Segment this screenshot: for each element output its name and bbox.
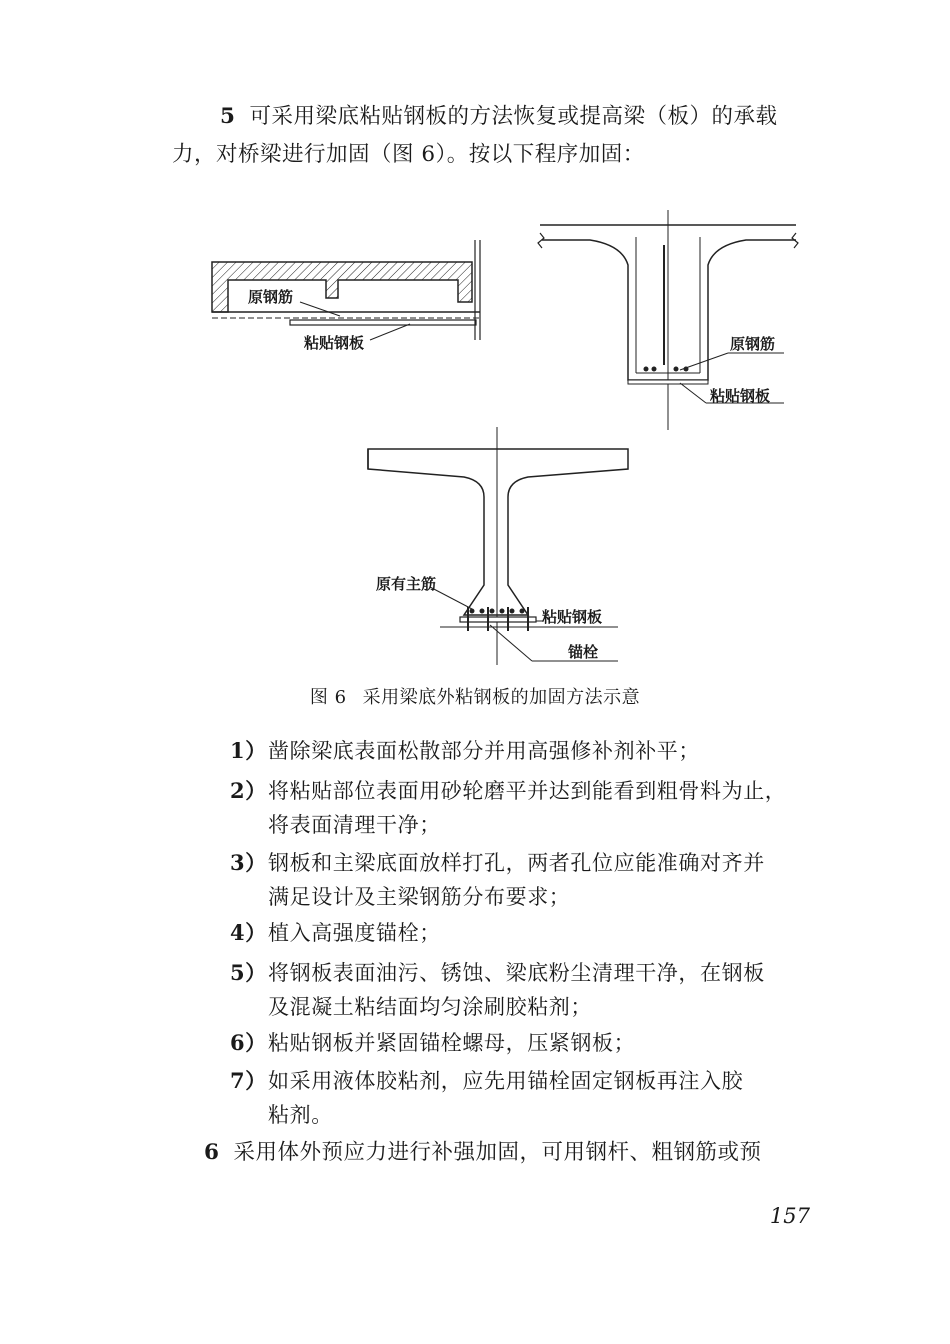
intro-line-2: 力，对桥梁进行加固（图 6）。按以下程序加固： bbox=[172, 142, 645, 167]
fig3-plate-label: 粘贴钢板 bbox=[542, 608, 603, 626]
step-text: 如采用液体胶粘剂，应先用锚栓固定钢板再注入胶 bbox=[268, 1069, 744, 1093]
step-marker: 2） bbox=[230, 778, 267, 803]
step-text: 植入高强度锚栓； bbox=[268, 921, 441, 945]
step-text: 将粘贴部位表面用砂轮磨平并达到能看到粗骨料为止， bbox=[268, 779, 787, 803]
step-marker: 7） bbox=[230, 1068, 267, 1093]
step-text: 钢板和主梁底面放样打孔，两者孔位应能准确对齐并 bbox=[268, 851, 765, 875]
step-marker: 4） bbox=[230, 920, 267, 945]
fig3-anchor-label: 锚栓 bbox=[568, 643, 599, 661]
fig1-rebar-label: 原钢筋 bbox=[248, 288, 294, 306]
figure-t-beam-section bbox=[360, 425, 630, 670]
step-1 bbox=[230, 734, 850, 768]
step-4 bbox=[230, 916, 850, 950]
page-number: 157 bbox=[769, 1204, 810, 1228]
intro-number: 5 bbox=[220, 104, 236, 129]
step-marker: 6） bbox=[230, 1030, 267, 1055]
fig2-rebar-label: 原钢筋 bbox=[730, 335, 776, 353]
step-marker: 5） bbox=[230, 960, 267, 985]
step-continuation: 粘剂。 bbox=[268, 1103, 333, 1127]
section-6-line bbox=[204, 1136, 761, 1170]
fig3-rebar-label: 原有主筋 bbox=[376, 575, 437, 593]
step-3 bbox=[230, 846, 850, 914]
step-continuation: 及混凝土粘结面均匀涂刷胶粘剂； bbox=[268, 995, 592, 1019]
section-6-text: 采用体外预应力进行补强加固，可用钢杆、粗钢筋或预 bbox=[233, 1140, 762, 1165]
figure-caption bbox=[0, 685, 950, 711]
step-6 bbox=[230, 1026, 850, 1060]
step-5 bbox=[230, 956, 850, 1024]
step-continuation: 将表面清理干净； bbox=[268, 813, 441, 837]
figure-box-section bbox=[530, 205, 810, 435]
step-text: 粘贴钢板并紧固锚栓螺母，压紧钢板； bbox=[268, 1031, 636, 1055]
caption-number: 图 6 bbox=[309, 687, 347, 708]
step-2 bbox=[230, 774, 850, 842]
step-text: 将钢板表面油污、锈蚀、梁底粉尘清理干净，在钢板 bbox=[268, 961, 765, 985]
intro-text-1: 可采用梁底粘贴钢板的方法恢复或提高梁（板）的承载 bbox=[249, 104, 778, 129]
step-7 bbox=[230, 1064, 850, 1132]
step-text: 凿除梁底表面松散部分并用高强修补剂补平； bbox=[268, 739, 700, 763]
figure-slab-section bbox=[200, 230, 500, 360]
fig2-plate-label: 粘贴钢板 bbox=[710, 387, 771, 405]
step-marker: 3） bbox=[230, 850, 267, 875]
section-6-number: 6 bbox=[204, 1140, 220, 1165]
caption-text: 采用梁底外粘钢板的加固方法示意 bbox=[362, 687, 641, 708]
intro-line-1 bbox=[220, 100, 777, 134]
step-marker: 1） bbox=[230, 738, 267, 763]
fig1-plate-label: 粘贴钢板 bbox=[304, 334, 365, 352]
step-continuation: 满足设计及主梁钢筋分布要求； bbox=[268, 885, 571, 909]
